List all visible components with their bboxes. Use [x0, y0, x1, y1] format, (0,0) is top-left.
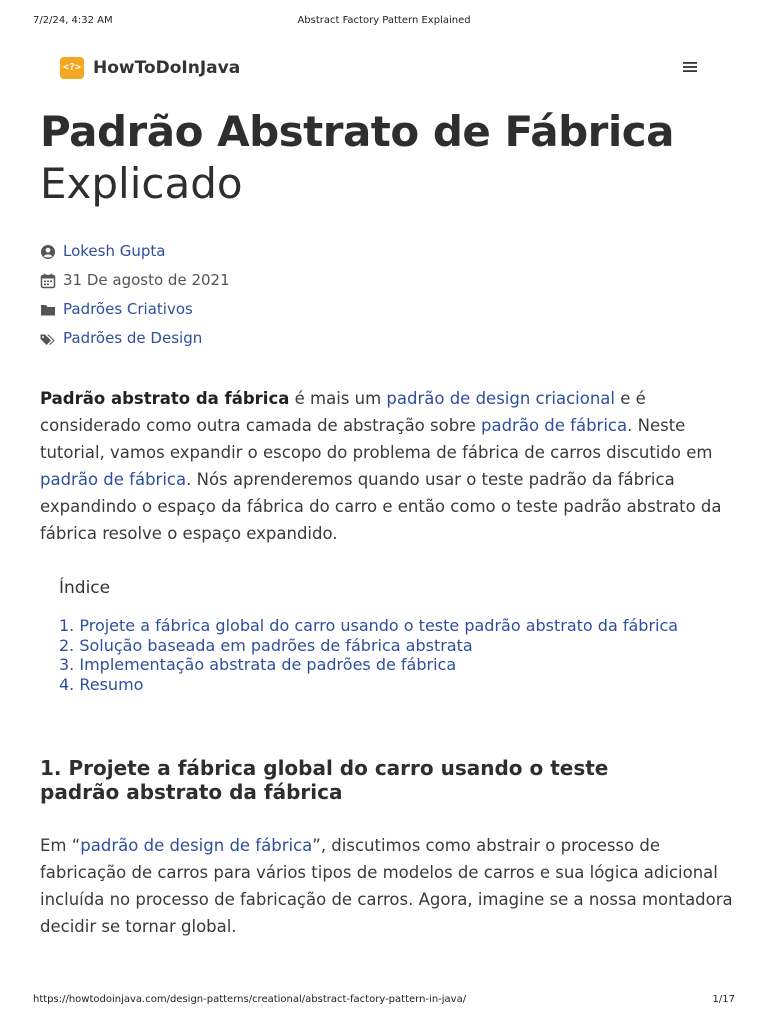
intro-text-4: . Nós aprenderemos quando usar o teste padrão da fábrica expandindo o espaço da fábrica do carro e então como o teste padrão abstrato da fábrica resolve o espaço expandido.: [40, 470, 722, 543]
section-1-heading: 1. Projete a fábrica global do carro usando o teste padrão abstrato da fábrica: [40, 756, 609, 804]
intro-text-2: e é considerado como outra camada de abstração sobre: [40, 389, 646, 435]
hamburger-menu-icon[interactable]: [682, 59, 698, 75]
intro-text-1: é mais um: [289, 389, 387, 408]
calendar-icon: [40, 273, 56, 289]
print-datetime: 7/2/24, 4:32 AM: [33, 15, 113, 26]
tags-link[interactable]: Padrões de Design: [63, 329, 203, 347]
section-1-text-rest: ”, discutimos como abstrair o processo de fabricação de carros para vários tipos de modelos de carros e sua lógica adicional incluída no processo de fabricação de carros. Agora, imagine se a nossa montadora decidir se tornar global.: [40, 836, 733, 936]
intro-text-3: . Neste tutorial, vamos expandir o escopo do problema de fábrica de carros discutido em: [40, 416, 713, 462]
toc-title: Índice: [59, 578, 111, 598]
toc-item: [59, 616, 728, 636]
publish-date: 31 De agosto de 2021: [63, 271, 230, 289]
intro-paragraph: [40, 385, 730, 547]
print-footer: [33, 994, 735, 1008]
print-header: [33, 15, 735, 29]
user-circle-icon: [40, 244, 56, 260]
section-1-paragraph: [40, 832, 740, 940]
toc-item: [59, 655, 728, 675]
folder-icon: [40, 302, 56, 318]
category-link[interactable]: Padrões Criativos: [63, 300, 193, 318]
article-title-line1: Padrão Abstrato de Fábrica: [40, 107, 675, 156]
site-header: [60, 56, 698, 82]
article-title-line2: Explicado: [40, 159, 243, 208]
print-page-number: 1/17: [712, 994, 735, 1005]
print-url: https://howtodoinjava.com/design-patterns/creational/abstract-factory-pattern-in-java/: [33, 994, 467, 1005]
link-factory-design-pattern[interactable]: padrão de design de fábrica: [80, 836, 313, 855]
toc-link-3[interactable]: 3. Implementação abstrata de padrões de fábrica: [59, 655, 457, 674]
print-doc-title: Abstract Factory Pattern Explained: [297, 15, 471, 26]
toc-list: [59, 616, 728, 694]
intro-bold-term: Padrão abstrato da fábrica: [40, 389, 290, 408]
toc-link-1[interactable]: 1. Projete a fábrica global do carro usando o teste padrão abstrato da fábrica: [59, 616, 679, 635]
toc-item: [59, 675, 728, 695]
link-creational-pattern[interactable]: padrão de design criacional: [386, 389, 616, 408]
toc-link-2[interactable]: 2. Solução baseada em padrões de fábrica abstrata: [59, 635, 473, 655]
table-of-contents: [59, 578, 728, 694]
logo-icon: <?>: [60, 57, 84, 79]
article-title: [40, 106, 728, 210]
section-1-text-start: Em “: [40, 836, 81, 855]
link-factory-pattern-1[interactable]: padrão de fábrica: [481, 416, 628, 435]
toc-item: [59, 636, 728, 656]
link-factory-pattern-2[interactable]: padrão de fábrica: [40, 470, 187, 489]
toc-link-4[interactable]: 4. Resumo: [59, 674, 144, 694]
site-name: HowToDoInJava: [93, 58, 241, 78]
tags-icon: [40, 331, 56, 347]
author-link[interactable]: Lokesh Gupta: [63, 242, 166, 260]
